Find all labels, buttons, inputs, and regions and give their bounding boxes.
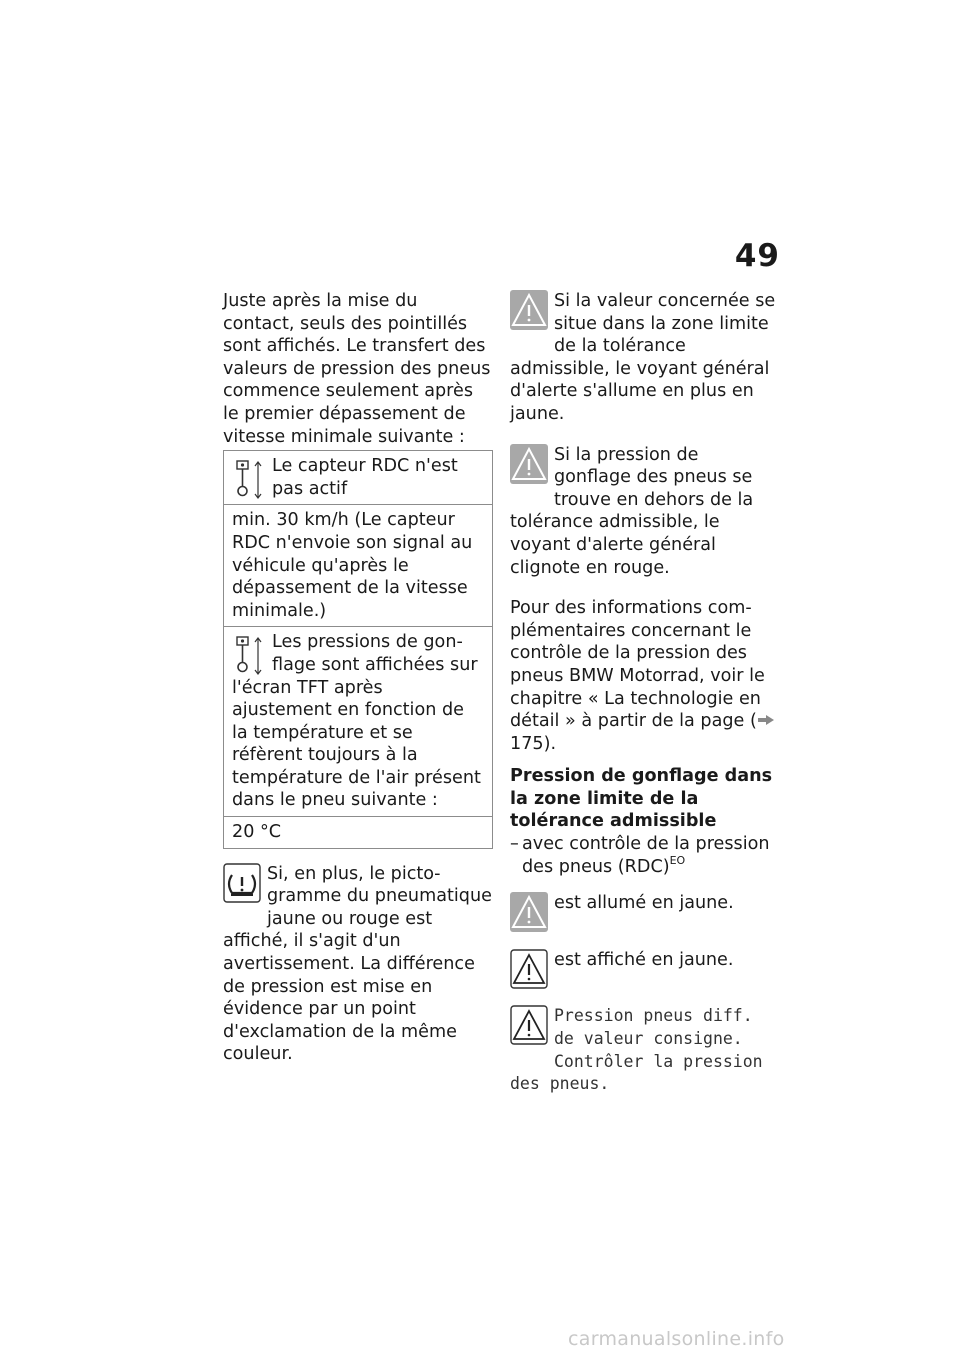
lamp-status-text: est affiché en jaune. <box>554 949 734 970</box>
sensor-icon <box>232 457 268 499</box>
section-heading: Pression de gonflage dans la zone limite de la tolérance admissible <box>510 766 773 832</box>
warning-triangle-outline-icon <box>510 949 548 996</box>
info-row-temperature <box>224 817 492 848</box>
info-row-speed <box>224 505 492 627</box>
info-text: Pour des informations complémentaires concernant le contrôle de la pression des pneus BMW Motorrad, voir le chapitre « La technologie en détail » à partir de la page ( <box>510 598 765 732</box>
warning-note-yellow <box>510 290 780 426</box>
display-message-text: Pression pneus diff. de valeur consigne. Contrôler la pression des pneus. <box>510 1006 763 1094</box>
display-message <box>510 1005 780 1095</box>
tpms-note-text: Si, en plus, le pictogramme du pneumatique jaune ou rouge est affiché, il s'agit d'un avertissement. La différence de pression est mise en évidence par un point d'exclamation de la même couleur. <box>223 863 492 1065</box>
watermark: carmanualsonline.info <box>568 1328 785 1350</box>
sensor-icon <box>232 633 268 675</box>
warning-triangle-filled-icon <box>510 444 548 491</box>
page-number: 49 <box>734 238 780 274</box>
option-code: EO <box>669 853 686 867</box>
lamp-status-text: est allumé en jaune. <box>554 893 734 914</box>
page-reference-arrow-icon <box>757 710 777 733</box>
page-reference-link[interactable]: 175). <box>510 733 557 754</box>
tpms-tire-icon <box>223 863 261 910</box>
warning-triangle-outline-icon <box>510 1005 548 1052</box>
info-row-text: Le capteur RDC n'est pas actif <box>272 456 458 499</box>
warning-note-text: Si la pression de gonflage des pneus se trouve en dehors de la tolérance admissible, le voyant d'alerte général clignote en rouge. <box>510 444 754 578</box>
lamp-status-displayed <box>510 949 780 996</box>
info-table <box>223 450 493 849</box>
info-row-sensor-inactive <box>224 451 492 505</box>
warning-triangle-filled-icon <box>510 892 548 939</box>
info-row-pressure-display <box>224 627 492 817</box>
warning-note-red <box>510 444 780 580</box>
lamp-status-lit <box>510 892 780 939</box>
info-paragraph <box>510 597 780 755</box>
intro-paragraph: Juste après la mise du contact, seuls des pointillés sont affichés. Le transfert des valeurs de pression des pneus commence seulement après le premier dépassement de vitesse minimale suivante : <box>223 291 491 447</box>
bullet-dash: – <box>510 834 519 855</box>
info-row-text: min. 30 km/h (Le capteur RDC n'envoie son signal au véhicule qu'après le dépassement de la vitesse minimale.) <box>232 510 473 621</box>
warning-triangle-filled-icon <box>510 290 548 337</box>
info-row-text: 20 °C <box>232 822 282 843</box>
warning-note-text: Si la valeur concernée se situe dans la zone limite de la tolérance admissible, le voyant général d'alerte s'allume en plus en jaune. <box>510 291 776 424</box>
info-row-text: Les pressions de gonflage sont affichées sur l'écran TFT après ajustement en fonction de la température et se réfèrent toujours à la température de l'air présent dans le pneu suivante : <box>232 632 481 811</box>
bullet-item <box>510 833 780 878</box>
right-column <box>510 290 780 1096</box>
tpms-note <box>223 863 493 1066</box>
left-column <box>223 290 493 1066</box>
bullet-text: avec contrôle de la pression des pneus (RDC)$^{EO}$ <box>522 834 770 877</box>
